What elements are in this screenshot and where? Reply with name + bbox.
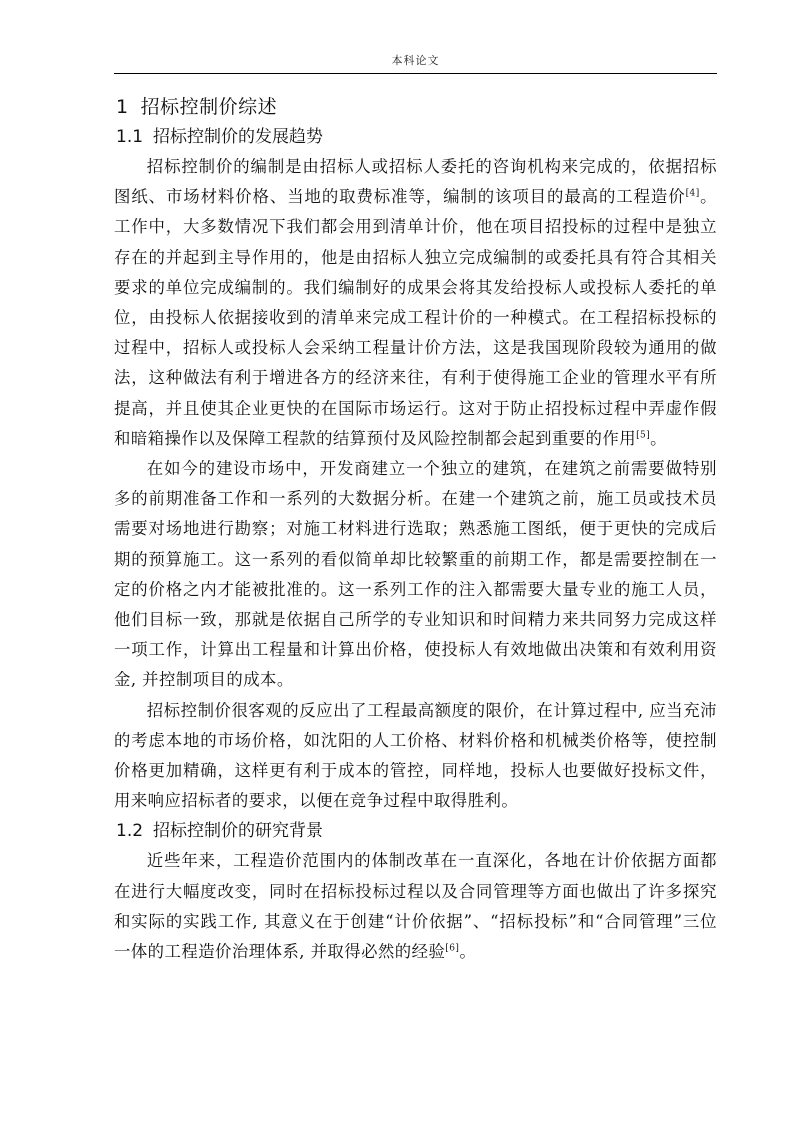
subsection-number: 1.2 <box>116 821 144 842</box>
paragraph-4 <box>114 846 717 967</box>
section-number: 1 <box>116 96 129 118</box>
subsection-heading <box>116 122 717 152</box>
paragraph-text: 。工作中，大多数情况下我们都会用到清单计价，他在项目招投标的过程中是独立存在的并起到主导作用的，他是由招标人独立完成编制的或委托具有符合其相关要求的单位完成编制的。我们编制好的成果会将其发给投标人或投标人委托的单位，由投标人依据接收到的清单来完成工程计价的一种模式。在工程招标投标的过程中，招标人或投标人会采纳工程量计价方法，这是我国现阶段较为通用的做法，这种做法有利于增进各方的经济来往，有利于使得施工企业的管理水平有所提高，并且使其企业更快的在国际市场运行。这对于防止招投标过程中弄虚作假和暗箱操作以及保障工程款的结算预付及风险控制都会起到重要的作用 <box>114 187 717 448</box>
subsection-title: 招标控制价的发展趋势 <box>153 127 324 147</box>
subsection-number: 1.1 <box>116 127 144 147</box>
document-body <box>114 92 717 967</box>
section-heading <box>116 92 717 122</box>
subsection-heading <box>116 816 717 846</box>
citation-ref: [4] <box>685 188 700 199</box>
paragraph-2: 在如今的建设市场中，开发商建立一个独立的建筑，在建筑之前需要做特别多的前期准备工作和一系列的大数据分析。在建一个建筑之前，施工员或技术员需要对场地进行勘察；对施工材料进行选取；熟悉施工图纸，便于更快的完成后期的预算施工。这一系列的看似简单却比较繁重的前期工作，都是需要控制在一定的价格之内才能被批准的。这一系列工作的注入都需要大量专业的施工人员，他们目标一致，那就是依据自己所学的专业知识和时间精力来共同努力完成这样一项工作，计算出工程量和计算出价格，使投标人有效地做出决策和有效利用资金, 并控制项目的成本。 <box>114 459 717 690</box>
page-header: 本科论文 <box>391 54 440 67</box>
paragraph-text: 。 <box>650 428 668 448</box>
paragraph-text: 近些年来，工程造价范围内的体制改革在一直深化，各地在计价依据方面都在进行大幅度改变，同时在招标投标过程以及合同管理等方面也做出了许多探究和实际的实践工作, 其意义在于创建“计价依据”、“招标投标”和“合同管理”三位一体的工程造价治理体系, 并取得必然的经验 <box>114 851 717 962</box>
citation-ref: [6] <box>445 943 460 954</box>
citation-ref: [5] <box>636 430 651 441</box>
header-divider <box>114 73 717 74</box>
paragraph-text: 招标控制价的编制是由招标人或招标人委托的咨询机构来完成的，依据招标图纸、市场材料价格、当地的取费标准等，编制的该项目的最高的工程造价 <box>114 157 717 207</box>
section-title: 招标控制价综述 <box>140 96 278 118</box>
paragraph-text: 。 <box>459 942 477 962</box>
paragraph-3: 招标控制价很客观的反应出了工程最高额度的限价，在计算过程中, 应当充沛的考虑本地的市场价格，如沈阳的人工价格、材料价格和机械类价格等，使控制价格更加精确，这样更有利于成本的管控，同样地，投标人也要做好投标文件，用来响应招标者的要求，以便在竞争过程中取得胜利。 <box>114 700 717 811</box>
paragraph-1 <box>114 152 717 454</box>
subsection-title: 招标控制价的研究背景 <box>153 821 324 842</box>
